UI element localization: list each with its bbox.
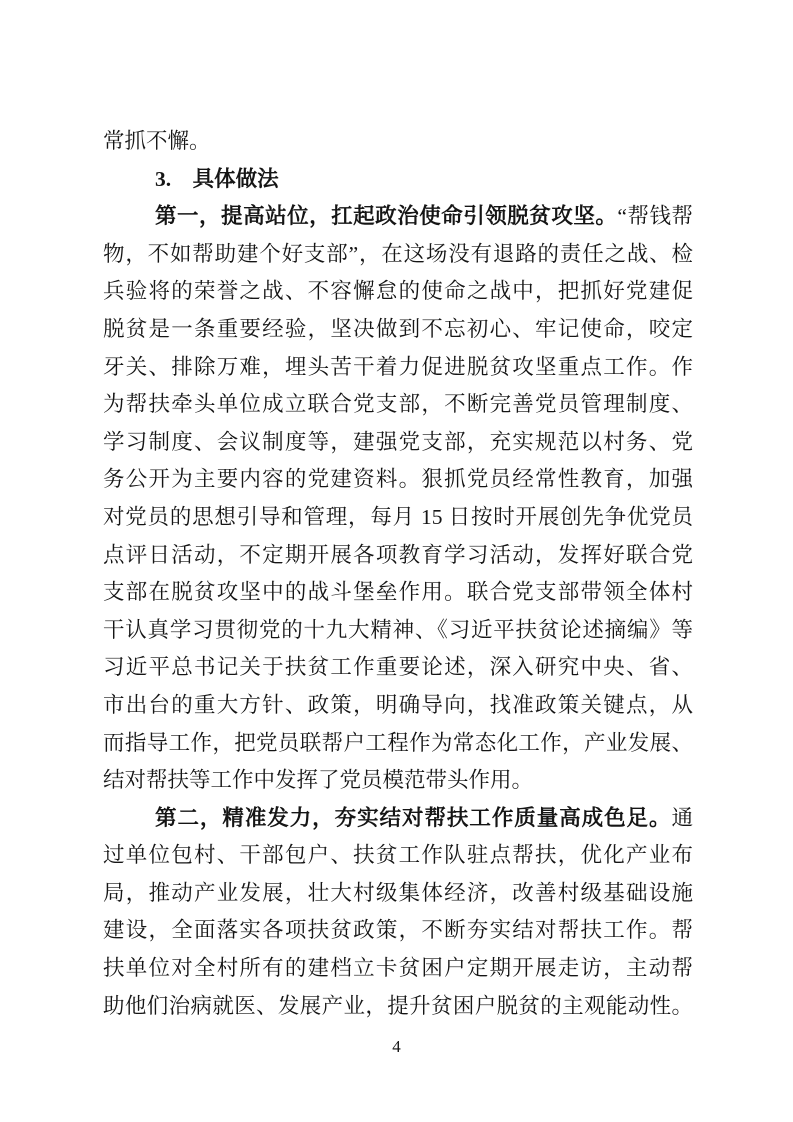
body-text: 建设，全面落实各项扶贫政策，不断夯实结对帮扶工作。帮 — [103, 918, 693, 943]
body-text: 而指导工作，把党员联帮户工程作为常态化工作，产业发展、 — [103, 730, 693, 755]
text-line — [103, 612, 693, 650]
body-text: 学习制度、会议制度等，建强党支部，充实规范以村务、党 — [103, 429, 693, 454]
body-text: 常抓不懈。 — [103, 129, 211, 153]
text-line — [103, 424, 693, 462]
body-text: 兵验将的荣誉之战、不容懈怠的使命之战中，把抓好党建促 — [103, 279, 693, 304]
text-line — [103, 725, 693, 763]
text-line — [103, 912, 693, 950]
bold-text: 第二，精准发力，夯实结对帮扶工作质量高成色足。 — [155, 805, 672, 830]
document-body — [103, 123, 693, 1025]
text-line — [103, 574, 693, 612]
bold-text: 第一，提高站位，扛起政治使命引领脱贫攻坚。 — [155, 204, 618, 229]
body-text: 点评日活动，不定期开展各项教育学习活动，发挥好联合党 — [103, 542, 693, 567]
body-text: 为帮扶牵头单位成立联合党支部，不断完善党员管理制度、 — [103, 392, 693, 417]
text-line — [103, 950, 693, 988]
text-line — [103, 988, 693, 1026]
text-line — [103, 461, 693, 499]
body-text: 过单位包村、干部包户、扶贫工作队驻点帮扶，优化产业布 — [103, 843, 693, 868]
text-line — [103, 499, 693, 537]
body-text: 通 — [671, 805, 693, 830]
text-line — [103, 649, 693, 687]
text-line — [103, 161, 693, 199]
text-line — [103, 349, 693, 387]
body-text: 干认真学习贯彻党的十九大精神、《习近平扶贫论述摘编》等 — [103, 617, 693, 642]
text-line — [103, 236, 693, 274]
body-text: 习近平总书记关于扶贫工作重要论述，深入研究中央、省、 — [103, 655, 693, 680]
text-line — [103, 198, 693, 236]
text-line — [103, 123, 693, 161]
bold-text: 3. 具体做法 — [155, 166, 279, 191]
text-line — [103, 386, 693, 424]
body-text: 物，不如帮助建个好支部”，在这场没有退路的责任之战、检 — [103, 241, 693, 266]
text-line — [103, 800, 693, 838]
body-text: 结对帮扶等工作中发挥了党员模范带头作用。 — [103, 768, 534, 793]
body-text: 局，推动产业发展，壮大村级集体经济，改善村级基础设施 — [103, 880, 693, 905]
body-text: 务公开为主要内容的党建资料。狠抓党员经常性教育，加强 — [103, 467, 693, 492]
body-text: 支部在脱贫攻坚中的战斗堡垒作用。联合党支部带领全体村 — [103, 580, 693, 605]
body-text: 牙关、排除万难，埋头苦干着力促进脱贫攻坚重点工作。作 — [103, 354, 693, 379]
text-line — [103, 837, 693, 875]
body-text: 助他们治病就医、发展产业，提升贫困户脱贫的主观能动性。 — [103, 993, 693, 1018]
text-line — [103, 687, 693, 725]
text-line — [103, 875, 693, 913]
body-text: “帮钱帮 — [617, 204, 693, 229]
body-text: 市出台的重大方针、政策，明确导向，找准政策关键点，从 — [103, 692, 693, 717]
text-line — [103, 762, 693, 800]
body-text: 扶单位对全村所有的建档立卡贫困户定期开展走访，主动帮 — [103, 956, 693, 981]
body-text: 脱贫是一条重要经验，坚决做到不忘初心、牢记使命，咬定 — [103, 316, 693, 341]
body-text: 对党员的思想引导和管理，每月 15 日按时开展创先争优党员 — [103, 504, 693, 529]
text-line — [103, 311, 693, 349]
text-line — [103, 537, 693, 575]
text-line — [103, 273, 693, 311]
page-number: 4 — [392, 1037, 401, 1056]
